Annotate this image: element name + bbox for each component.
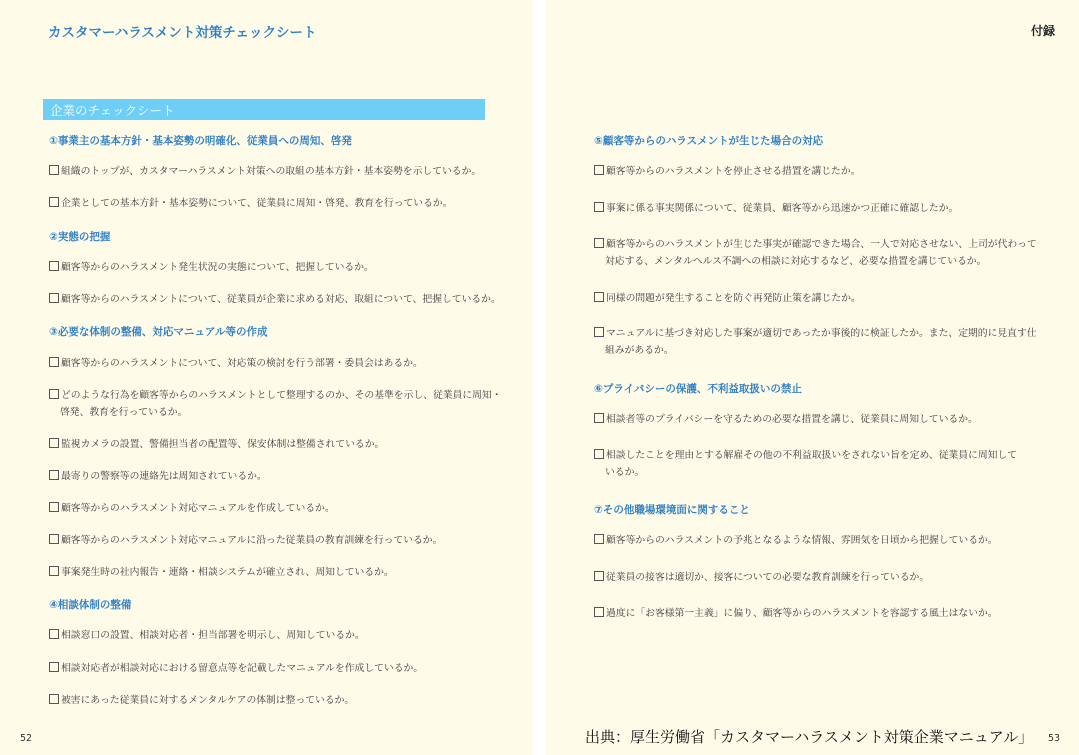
checkbox-icon[interactable] xyxy=(49,694,59,704)
checklist-item[interactable]: 事案に係る事実関係について、従業員、顧客等から迅速かつ正確に確認したか。 xyxy=(594,200,958,217)
checkbox-icon[interactable] xyxy=(594,571,604,581)
heading-6: ⑥プライバシーの保護、不利益取扱いの禁止 xyxy=(594,383,802,395)
checklist-item[interactable]: 従業員の接客は適切か、接客についての必要な教育訓練を行っているか。 xyxy=(594,569,929,586)
checklist-item[interactable]: 監視カメラの設置、警備担当者の配置等、保安体制は整備されているか。 xyxy=(49,436,384,453)
section-label: 企業のチェックシート xyxy=(50,103,175,118)
checkbox-icon[interactable] xyxy=(594,449,604,459)
heading-2: ②実態の把握 xyxy=(49,231,111,243)
page-number: 52 xyxy=(20,733,33,744)
checklist-item[interactable]: 顧客等からのハラスメント対応マニュアルに沿った従業員の教育訓練を行っているか。 xyxy=(49,532,442,549)
checklist-item[interactable]: 相談したことを理由とする解雇その他の不利益取扱いをされない旨を定め、従業員に周知して いるか。 xyxy=(594,447,1017,481)
source-caption: 出典：厚生労働省「カスタマーハラスメント対策企業マニュアル」 xyxy=(585,728,1034,746)
checklist-item[interactable]: マニュアルに基づき対応した事案が適切であったか事後的に検証したか。また、定期的に見直す仕 組みがあるか。 xyxy=(594,325,1037,359)
checklist-item[interactable]: 相談窓口の設置、相談対応者・担当部署を明示し、周知しているか。 xyxy=(49,627,365,644)
checkbox-icon[interactable] xyxy=(594,327,604,337)
heading-3: ③必要な体制の整備、対応マニュアル等の作成 xyxy=(49,326,268,338)
checklist-item[interactable]: 組織のトップが、カスタマーハラスメント対策への取組の基本方針・基本姿勢を示しているか。 xyxy=(49,163,481,180)
checkbox-icon[interactable] xyxy=(49,165,59,175)
checkbox-icon[interactable] xyxy=(49,534,59,544)
checkbox-icon[interactable] xyxy=(49,357,59,367)
checkbox-icon[interactable] xyxy=(49,662,59,672)
checklist-item[interactable]: 顧客等からのハラスメントの予兆となるような情報、雰囲気を日頃から把握しているか。 xyxy=(594,532,998,549)
checklist-item[interactable]: 顧客等からのハラスメントについて、従業員が企業に求める対応、取組について、把握しているか。 xyxy=(49,291,501,308)
page-number: 53 xyxy=(1048,733,1061,744)
checkbox-icon[interactable] xyxy=(49,293,59,303)
checkbox-icon[interactable] xyxy=(594,413,604,423)
page-gutter xyxy=(533,0,546,755)
checklist-item[interactable]: 被害にあった従業員に対するメンタルケアの体制は整っているか。 xyxy=(49,692,354,709)
checklist-item[interactable]: 過度に「お客様第一主義」に偏り、顧客等からのハラスメントを容認する風土はないか。 xyxy=(594,605,998,622)
checkbox-icon[interactable] xyxy=(49,566,59,576)
checklist-item[interactable]: 顧客等からのハラスメントを停止させる措置を講じたか。 xyxy=(594,163,860,180)
checklist-item[interactable]: 顧客等からのハラスメント対応マニュアルを作成しているか。 xyxy=(49,500,335,517)
checkbox-icon[interactable] xyxy=(594,534,604,544)
document-title: カスタマーハラスメント対策チェックシート xyxy=(48,25,317,41)
checklist-item[interactable]: 同様の問題が発生することを防ぐ再発防止策を講じたか。 xyxy=(594,290,861,307)
heading-1: ①事業主の基本方針・基本姿勢の明確化、従業員への周知、啓発 xyxy=(49,135,352,147)
checklist-item[interactable]: 最寄りの警察等の連絡先は周知されているか。 xyxy=(49,468,267,485)
heading-5: ⑤顧客等からのハラスメントが生じた場合の対応 xyxy=(594,135,824,147)
checkbox-icon[interactable] xyxy=(49,502,59,512)
checklist-item[interactable]: 顧客等からのハラスメント発生状況の実態について、把握しているか。 xyxy=(49,259,374,276)
checkbox-icon[interactable] xyxy=(594,202,604,212)
checkbox-icon[interactable] xyxy=(49,261,59,271)
checklist-item[interactable]: どのような行為を顧客等からのハラスメントとして整理するのか、その基準を示し、従業員に周知・ 啓発、教育を行っているか。 xyxy=(49,387,502,421)
checkbox-icon[interactable] xyxy=(594,292,604,302)
section-bar xyxy=(43,99,485,120)
heading-4: ④相談体制の整備 xyxy=(49,599,132,611)
checkbox-icon[interactable] xyxy=(49,470,59,480)
appendix-label: 付録 xyxy=(1030,24,1055,38)
left-page xyxy=(0,0,533,755)
checklist-item[interactable]: 相談対応者が相談対応における留意点等を記載したマニュアルを作成しているか。 xyxy=(49,660,423,677)
checkbox-icon[interactable] xyxy=(594,165,604,175)
checkbox-icon[interactable] xyxy=(49,629,59,639)
checklist-item[interactable]: 事案発生時の社内報告・連絡・相談システムが確立され、周知しているか。 xyxy=(49,564,394,581)
checklist-item[interactable]: 顧客等からのハラスメントについて、対応策の検討を行う部署・委員会はあるか。 xyxy=(49,355,423,372)
checkbox-icon[interactable] xyxy=(49,438,59,448)
checkbox-icon[interactable] xyxy=(49,389,59,399)
checklist-item[interactable]: 企業としての基本方針・基本姿勢について、従業員に周知・啓発、教育を行っているか。 xyxy=(49,195,452,212)
checkbox-icon[interactable] xyxy=(594,607,604,617)
checklist-item[interactable]: 顧客等からのハラスメントが生じた事実が確認できた場合、一人で対応させない、上司が代わって 対応する、メンタルヘルス不調への相談に対応するなど、必要な措置を講じているか。 xyxy=(594,236,1037,270)
checkbox-icon[interactable] xyxy=(49,197,59,207)
heading-7: ⑦その他職場環境面に関すること xyxy=(594,504,750,516)
checklist-item[interactable]: 相談者等のプライバシーを守るための必要な措置を講じ、従業員に周知しているか。 xyxy=(594,411,978,428)
checkbox-icon[interactable] xyxy=(594,238,604,248)
right-page xyxy=(546,0,1079,755)
